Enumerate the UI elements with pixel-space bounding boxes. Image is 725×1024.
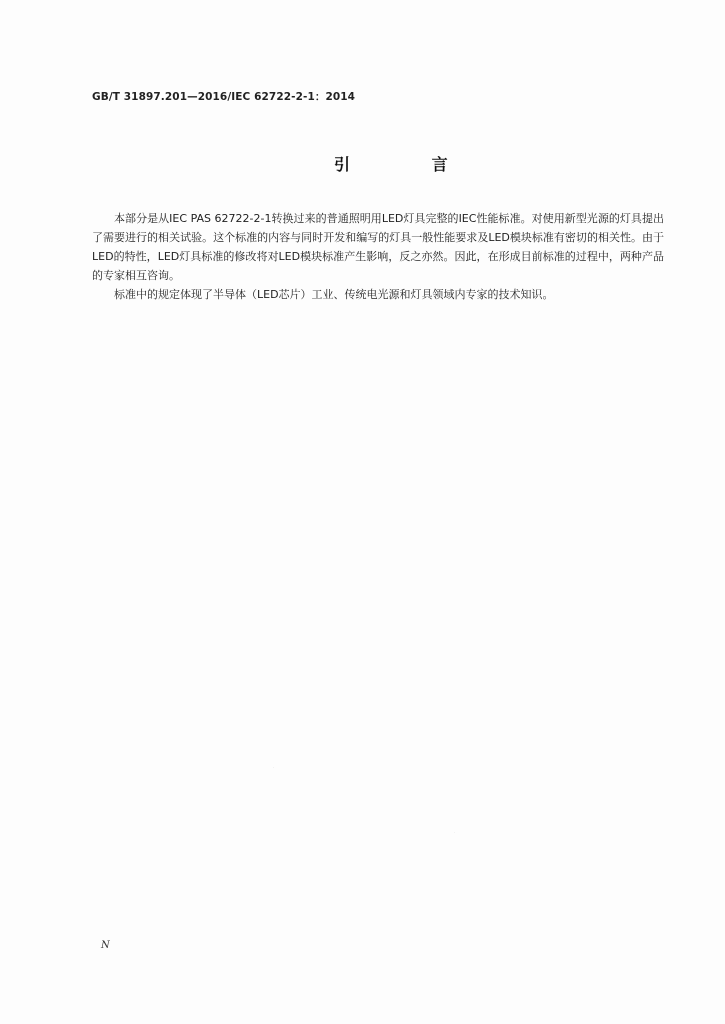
footer-mark: N (101, 940, 110, 951)
scan-speck: · (273, 765, 274, 769)
scan-speck: · (454, 830, 455, 834)
standard-number-header: GB/T 31897.201—2016/IEC 62722-2-1：2014 (92, 91, 356, 103)
paragraph-1: 本部分是从IEC PAS 62722-2-1转换过来的普通照明用LED灯具完整的IEC性能标准。对使用新型光源的灯具提出了需要进行的相关试验。这个标准的内容与同时开发和编写的灯具一般性能要求及LED模块标准有密切的相关性。由于LED的特性，LED灯具标准的修改将对LED模块标准产生影响，反之亦然。因此，在形成目前标准的过程中，两种产品的专家相互咨询。 (92, 212, 664, 282)
section-title: 引 言 (334, 155, 486, 174)
paragraph-2: 标准中的规定体现了半导体（LED芯片）工业、传统电光源和灯具领域内专家的技术知识。 (114, 288, 554, 301)
introduction-body (92, 209, 664, 304)
